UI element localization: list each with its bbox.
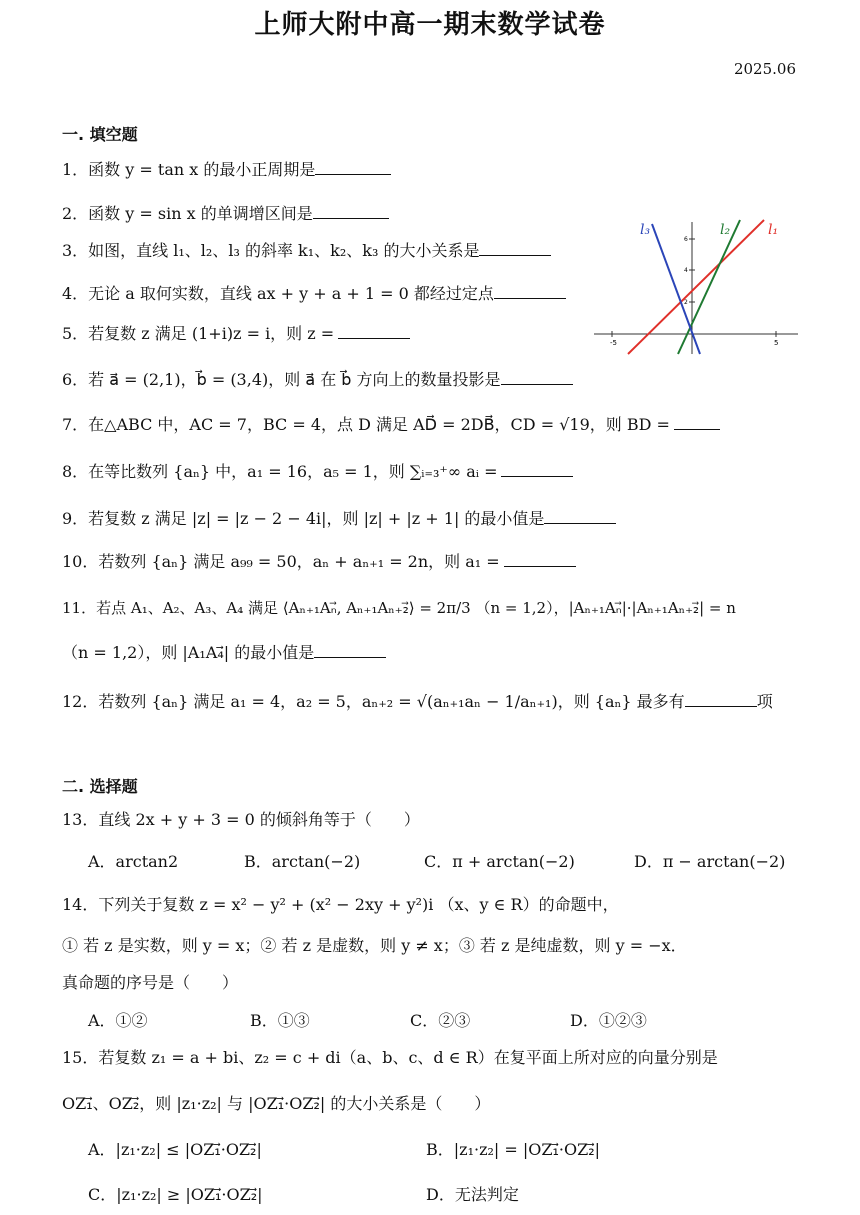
answer-blank[interactable]	[501, 462, 573, 477]
question-14: 14．下列关于复数 z = x² − y² + (x² − 2xy + y²)i （x、y ∈ R）的命题中，	[62, 895, 619, 914]
label-l1: l₁	[768, 222, 779, 238]
question-1	[62, 160, 391, 180]
answer-blank[interactable]	[315, 160, 391, 175]
question-text: 3．如图，直线 l₁、l₂、l₃ 的斜率 k₁、k₂、k₃ 的大小关系是	[62, 241, 480, 260]
tick-label: 6	[684, 236, 688, 243]
answer-blank[interactable]	[313, 204, 389, 219]
question-text: 4．无论 a 取何实数，直线 ax + y + a + 1 = 0 都经过定点	[62, 284, 494, 303]
question-11: 11．若点 A₁、A₂、A₃、A₄ 满足 ⟨Aₙ₊₁Aₙ⃗, Aₙ₊₁Aₙ₊₂⃗⟩ = 2π/3 （n = 1,2），|Aₙ₊₁Aₙ⃗|·|Aₙ₊₁Aₙ₊₂⃗| = n	[62, 599, 736, 617]
tick-label: 5	[774, 339, 779, 347]
label-l2: l₂	[720, 222, 731, 238]
option-b[interactable]: B．①③	[250, 1011, 310, 1030]
section-fill-in: 一. 填空题	[62, 125, 138, 144]
page-title: 上师大附中高一期末数学试卷	[254, 10, 606, 40]
answer-blank[interactable]	[494, 284, 566, 299]
option-b[interactable]: B．|z₁·z₂| = |OZ₁⃗·OZ₂⃗|	[426, 1140, 601, 1159]
question-text: 1．函数 y = tan x 的最小正周期是	[62, 160, 316, 179]
question-2	[62, 204, 389, 224]
question-14-statements: ① 若 z 是实数，则 y = x；② 若 z 是虚数，则 y ≠ x；③ 若 z 是纯虚数，则 y = −x．	[62, 936, 687, 955]
question-8	[62, 462, 573, 482]
section-choice: 二. 选择题	[62, 777, 138, 796]
answer-blank[interactable]	[501, 370, 573, 385]
question-13: 13．直线 2x + y + 3 = 0 的倾斜角等于（ ）	[62, 810, 420, 829]
question-text: 8．在等比数列 {aₙ} 中，a₁ = 16，a₅ = 1，则 ∑ᵢ₌₃⁺∞ aᵢ =	[62, 462, 498, 481]
exam-date: 2025.06	[733, 60, 796, 78]
question-6	[62, 370, 573, 390]
answer-blank[interactable]	[685, 692, 757, 707]
question-14-prompt: 真命题的序号是（ ）	[62, 973, 239, 992]
option-b[interactable]: B．arctan(−2)	[244, 852, 361, 871]
option-a[interactable]: A．|z₁·z₂| ≤ |OZ₁⃗·OZ₂⃗|	[88, 1140, 262, 1159]
question-tail: 项	[756, 692, 773, 711]
tick-label: 2	[684, 299, 688, 306]
question-12	[62, 692, 773, 712]
tick-label: 4	[684, 267, 688, 274]
question-11-cont	[62, 643, 386, 663]
option-c[interactable]: C．π + arctan(−2)	[424, 852, 575, 871]
option-d[interactable]: D．π − arctan(−2)	[634, 852, 786, 871]
answer-blank[interactable]	[338, 324, 410, 339]
question-text: 7．在△ABC 中，AC = 7，BC = 4，点 D 满足 AD⃗ = 2DB⃗，CD = √19，则 BD =	[62, 415, 670, 434]
tick-label: -5	[610, 339, 617, 347]
answer-blank[interactable]	[479, 241, 551, 256]
question-15: 15．若复数 z₁ = a + bi、z₂ = c + di（a、b、c、d ∈ R）在复平面上所对应的向量分别是	[62, 1048, 718, 1067]
option-a[interactable]: A．arctan2	[88, 852, 179, 871]
option-d[interactable]: D．①②③	[570, 1011, 647, 1030]
label-l3: l₃	[640, 222, 651, 238]
option-a[interactable]: A．①②	[88, 1011, 148, 1030]
question-text: 2．函数 y = sin x 的单调增区间是	[62, 204, 313, 223]
question-text: 5．若复数 z 满足 (1+i)z = i，则 z =	[62, 324, 335, 343]
question-text: 12．若数列 {aₙ} 满足 a₁ = 4，a₂ = 5，aₙ₊₂ = √(aₙ₊₁aₙ − 1/aₙ₊₁)，则 {aₙ} 最多有	[62, 692, 685, 711]
answer-blank[interactable]	[544, 509, 616, 524]
answer-blank[interactable]	[674, 415, 720, 430]
answer-blank[interactable]	[314, 643, 386, 658]
question-text: 6．若 a⃗ = (2,1)，b⃗ = (3,4)，则 a⃗ 在 b⃗ 方向上的数量投影是	[62, 370, 501, 389]
question-text: 10．若数列 {aₙ} 满足 a₉₉ = 50，aₙ + aₙ₊₁ = 2n，则 a₁ =	[62, 552, 500, 571]
option-c[interactable]: C．②③	[410, 1011, 471, 1030]
lines-figure	[592, 214, 802, 356]
question-5	[62, 324, 410, 344]
option-c[interactable]: C．|z₁·z₂| ≥ |OZ₁⃗·OZ₂⃗|	[88, 1185, 263, 1204]
answer-blank[interactable]	[504, 552, 576, 567]
question-10	[62, 552, 576, 572]
option-d[interactable]: D．无法判定	[426, 1185, 519, 1204]
question-15-cont: OZ₁⃗、OZ₂⃗，则 |z₁·z₂| 与 |OZ₁⃗·OZ₂⃗| 的大小关系是（ ）	[62, 1094, 491, 1113]
question-text: 9．若复数 z 满足 |z| = |z − 2 − 4i|，则 |z| + |z + 1| 的最小值是	[62, 509, 545, 528]
question-4	[62, 284, 566, 304]
question-7	[62, 415, 720, 435]
question-3	[62, 241, 551, 261]
question-9	[62, 509, 616, 529]
question-text: （n = 1,2），则 |A₁A₄⃗| 的最小值是	[62, 643, 315, 662]
